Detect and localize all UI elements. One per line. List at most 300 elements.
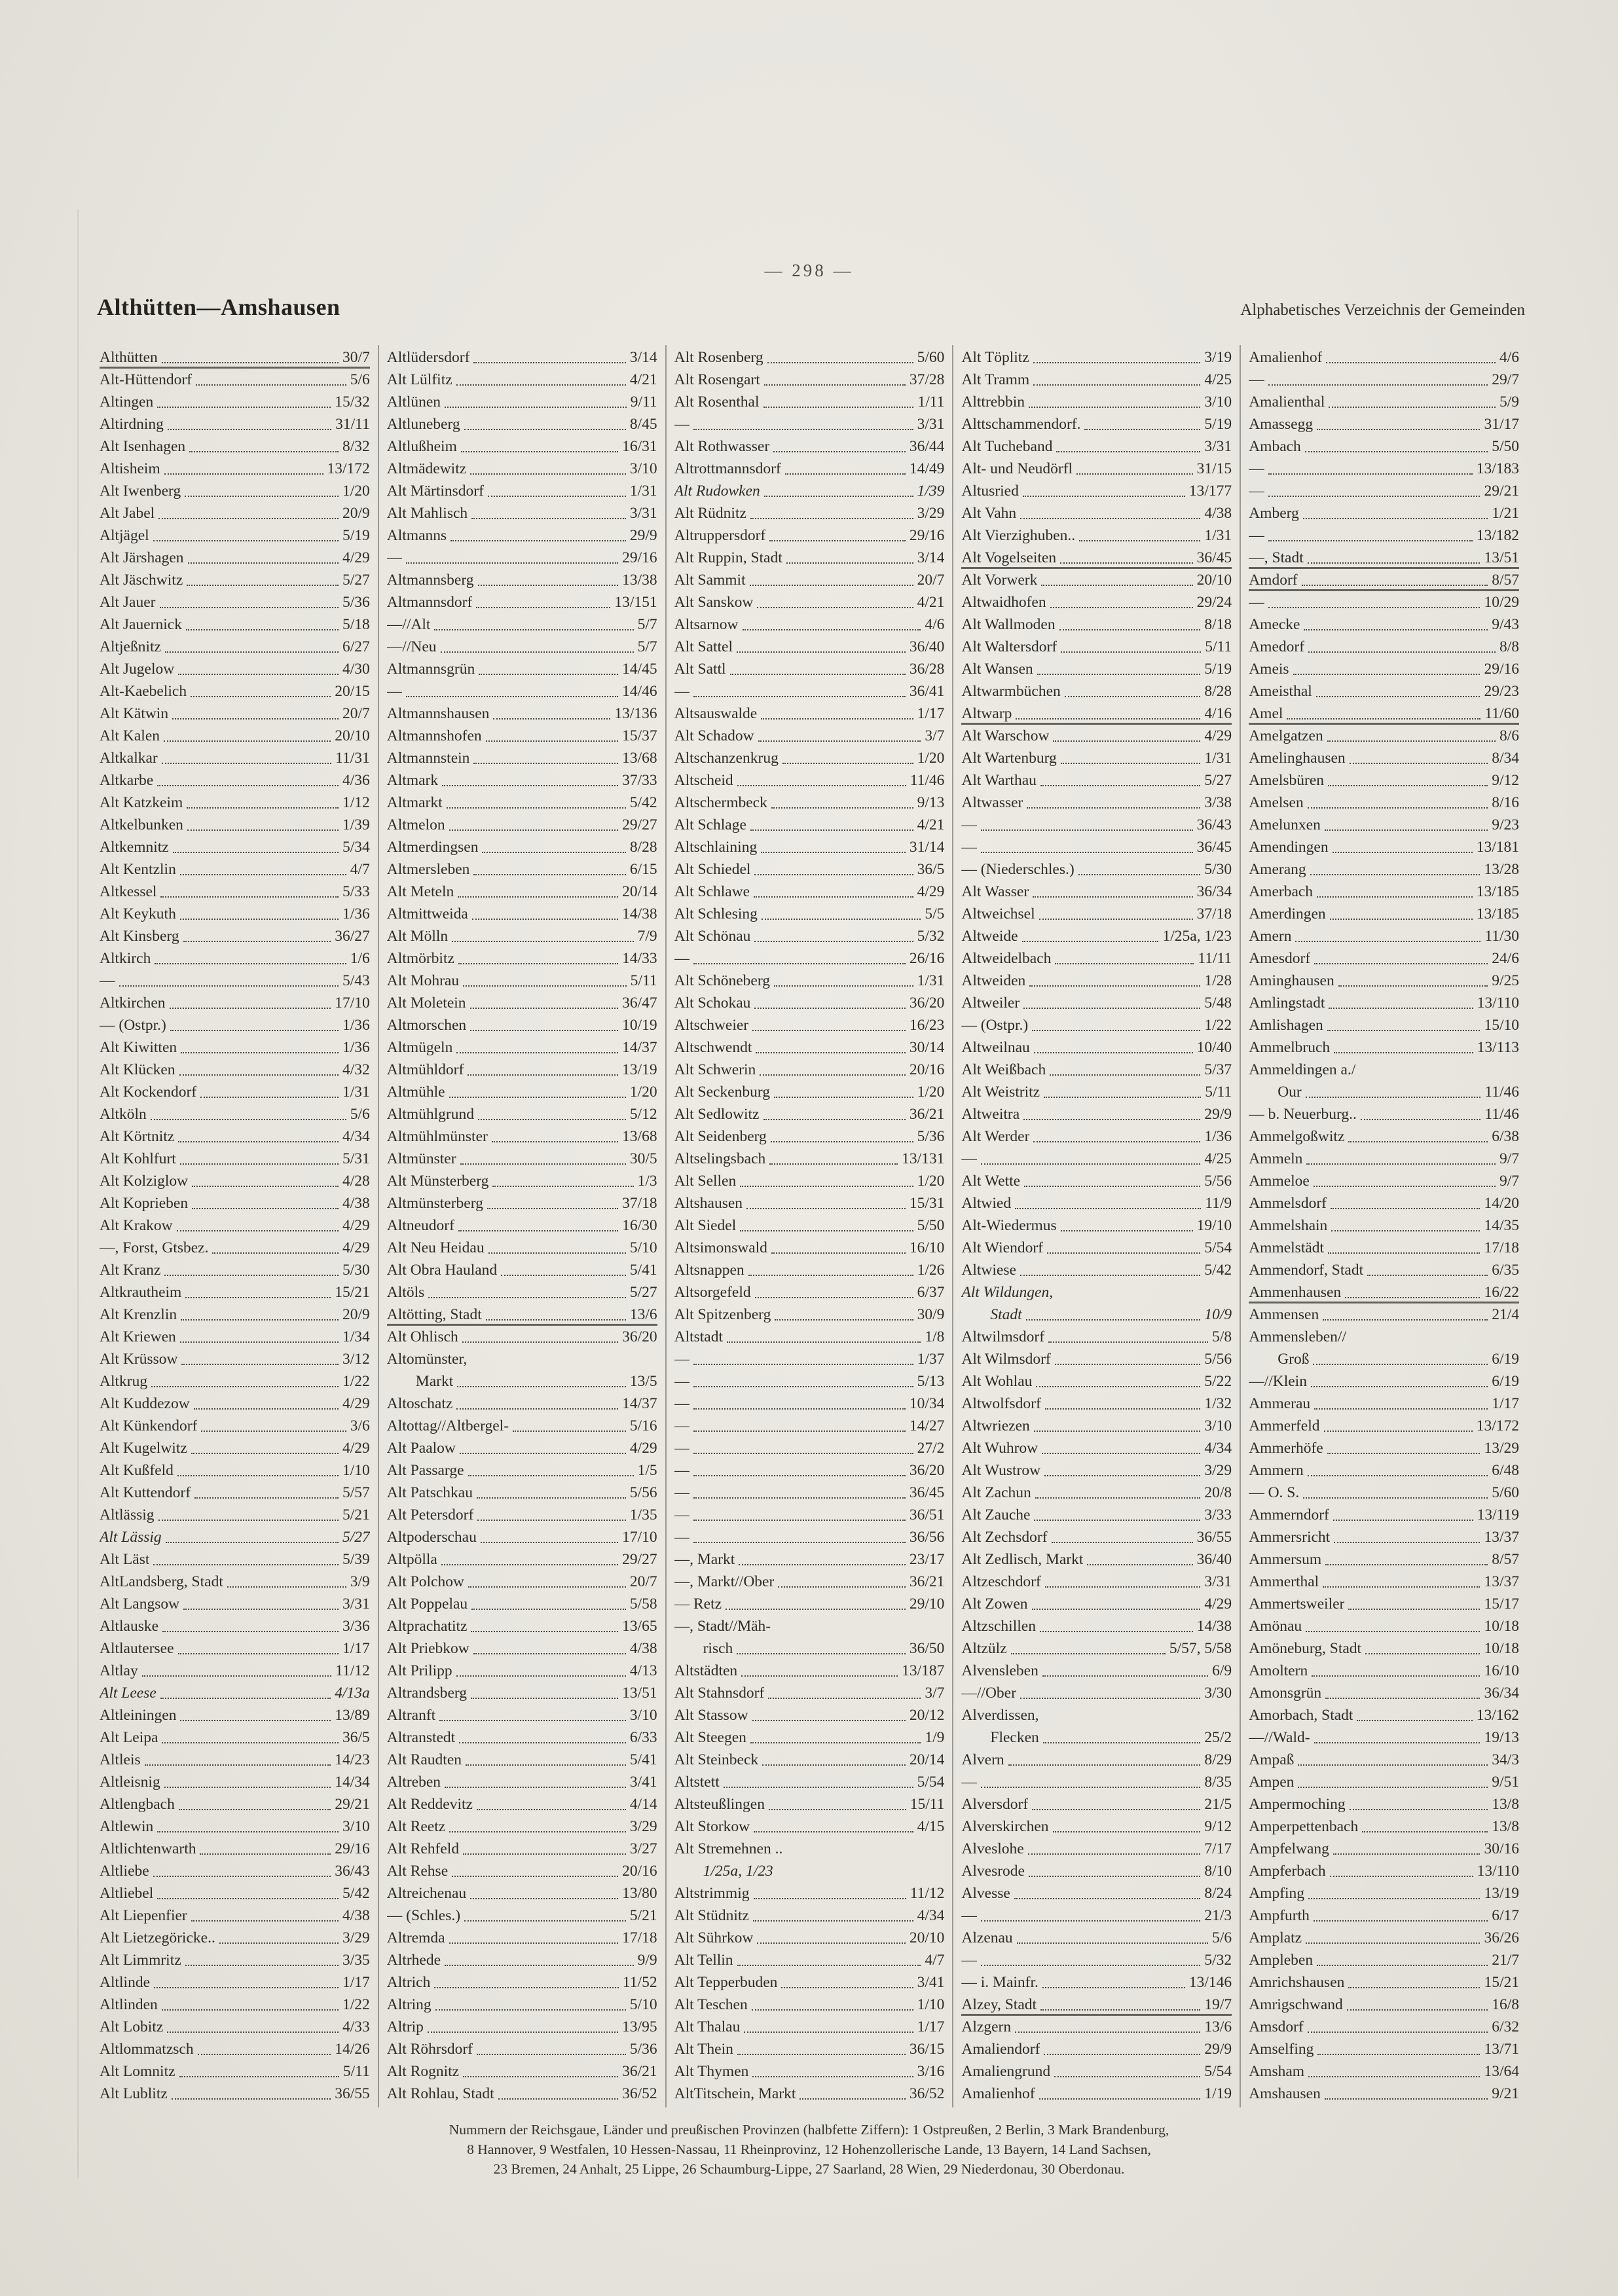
place-name: Alt Jabel (100, 505, 155, 522)
index-entry (961, 1815, 1232, 1838)
dot-leader (470, 1898, 618, 1899)
place-name: Alt Paalow (386, 1440, 456, 1457)
index-entry (961, 970, 1232, 992)
dot-leader (1306, 1942, 1480, 1944)
place-name: Amerdingen (1249, 905, 1326, 922)
place-name: — (961, 1774, 977, 1791)
index-entry (961, 1704, 1232, 1726)
dot-leader (1347, 2009, 1488, 2011)
index-entry (1249, 1838, 1519, 1860)
index-entry (1249, 1214, 1519, 1237)
page-reference: 20/7 (629, 1573, 657, 1590)
page-reference: 37/18 (622, 1195, 657, 1212)
index-entry (961, 881, 1232, 903)
dot-leader (185, 1965, 339, 1966)
dot-leader (1033, 384, 1200, 386)
dot-leader (173, 852, 339, 853)
page-reference: 16/8 (1492, 1996, 1519, 2013)
index-column-1 (92, 345, 378, 2107)
place-name: Alt Kußfeld (100, 1462, 174, 1479)
dot-leader (162, 763, 331, 764)
dot-leader (178, 1653, 339, 1654)
page-reference: 4/21 (917, 594, 945, 611)
index-entry (674, 1348, 945, 1370)
place-name: Alt Reetz (386, 1818, 446, 1835)
place-name: AltTitschein, Markt (674, 2085, 796, 2102)
page-reference: 20/10 (909, 1929, 945, 1946)
place-name: Alt Töplitz (961, 349, 1029, 366)
page-reference: 9/11 (630, 393, 657, 410)
index-entry (100, 613, 370, 636)
dot-leader (771, 1141, 913, 1142)
index-entry (387, 502, 657, 524)
index-entry (387, 1125, 657, 1148)
index-entry (961, 1125, 1232, 1148)
index-entry (1249, 2038, 1519, 2060)
page-reference: 11/12 (335, 1662, 370, 1679)
place-name: Altmühldorf (386, 1061, 464, 1078)
index-entry (100, 1103, 370, 1125)
index-entry (387, 1682, 657, 1704)
index-entry (961, 814, 1232, 836)
place-name: — (961, 816, 977, 833)
index-entry (387, 1059, 657, 1081)
page-reference: 20/15 (335, 683, 370, 700)
dot-leader (1054, 2076, 1200, 2077)
place-name: Ameis (1249, 661, 1289, 678)
index-entry (961, 480, 1232, 502)
place-name: Altlünen (386, 393, 441, 410)
place-name: Alt Reddevitz (386, 1796, 473, 1813)
place-name: risch (703, 1640, 733, 1657)
place-name: Ampferbach (1249, 1863, 1326, 1880)
index-entry (674, 769, 945, 792)
place-name: Altwolfsdorf (961, 1395, 1041, 1412)
index-entry (100, 547, 370, 569)
place-name: Alt Lietzegöricke.. (100, 1929, 215, 1946)
place-name: Altrich (386, 1974, 431, 1991)
page-reference: 30/16 (1484, 1840, 1519, 1857)
dot-leader (477, 1809, 626, 1810)
dot-leader (227, 1586, 346, 1588)
page-reference: 26/16 (909, 950, 945, 967)
page-reference: 36/40 (1196, 1551, 1232, 1568)
dot-leader (445, 407, 627, 408)
dot-leader (488, 1252, 626, 1254)
place-name: Altschweier (674, 1017, 749, 1034)
index-entry (1249, 547, 1519, 569)
dot-leader (724, 1787, 913, 1788)
page-reference: 4/29 (1204, 727, 1232, 744)
place-name: Alt Schadow (674, 727, 754, 744)
index-entry (961, 1103, 1232, 1125)
page-reference: 4/29 (1204, 1595, 1232, 1613)
place-name: Alt Teschen (674, 1996, 748, 2013)
place-name: Alt Sellen (674, 1173, 737, 1190)
place-name: Ampleben (1249, 1952, 1314, 1969)
index-entry (387, 747, 657, 769)
page-reference: 5/6 (1212, 1929, 1232, 1946)
page-reference: 1/28 (1204, 972, 1232, 989)
place-name: Alzenau (961, 1929, 1013, 1946)
place-name: Ammerfeld (1249, 1417, 1320, 1434)
dot-leader (478, 1119, 626, 1120)
page-reference: 13/29 (1484, 1440, 1519, 1457)
dot-leader (1023, 1008, 1200, 1009)
page-reference: 9/51 (1492, 1774, 1519, 1791)
page-reference: 13/181 (1476, 839, 1519, 856)
index-entry (1249, 502, 1519, 524)
page-reference: 8/57 (1492, 1551, 1519, 1568)
dot-leader (1313, 1364, 1488, 1365)
page-reference: 36/47 (622, 994, 657, 1011)
dot-leader (1023, 1119, 1200, 1120)
page-reference: 20/7 (342, 705, 370, 722)
place-name: Ammensen (1249, 1306, 1319, 1323)
index-entry (387, 569, 657, 591)
dot-leader (471, 1609, 626, 1610)
dot-leader (479, 674, 618, 675)
place-name: Ammerndorf (1249, 1506, 1329, 1523)
index-entry (387, 1148, 657, 1170)
dot-leader (760, 1074, 906, 1076)
dot-leader (750, 518, 913, 519)
index-entry (1249, 702, 1519, 725)
page-reference: 14/46 (622, 683, 657, 700)
place-name: Altkessel (100, 883, 157, 900)
dot-leader (180, 919, 339, 920)
index-entry (674, 1949, 945, 1971)
page-reference: 14/27 (909, 1417, 945, 1434)
page-reference: 1/22 (342, 1373, 370, 1390)
page-reference: 30/5 (629, 1150, 657, 1167)
index-entry (961, 1838, 1232, 1860)
place-name: Alt Schokau (674, 994, 751, 1011)
index-entry (1249, 1660, 1519, 1682)
dot-leader (981, 852, 1193, 853)
dot-leader (1011, 1653, 1166, 1654)
dot-leader (456, 1052, 618, 1053)
index-entry (100, 658, 370, 680)
dot-leader (1020, 1275, 1200, 1276)
dot-leader (145, 1764, 331, 1766)
place-name: Alt Weißbach (961, 1061, 1046, 1078)
page-reference: 1/36 (342, 1017, 370, 1034)
place-name: Amperpettenbach (1249, 1818, 1359, 1835)
index-entry (100, 1014, 370, 1036)
page-reference: 4/32 (342, 1061, 370, 1078)
place-name: Alt Werder (961, 1128, 1030, 1145)
index-entry (674, 1704, 945, 1726)
dot-leader (428, 2032, 618, 2033)
index-entry (674, 658, 945, 680)
dot-leader (1029, 985, 1200, 987)
dot-leader (470, 1008, 619, 1009)
dot-leader (1361, 1119, 1480, 1120)
page-number: — 298 — (764, 261, 854, 280)
page-reference: 6/33 (629, 1729, 657, 1746)
dot-leader (1037, 674, 1201, 675)
footnote-line-3: 23 Bremen, 24 Anhalt, 25 Lippe, 26 Schaumburg-Lippe, 27 Saarland, 28 Wien, 29 Niederdonau, 30 Oberdonau. (493, 2161, 1125, 2177)
page-reference: 13/68 (622, 1128, 657, 1145)
place-name: —//Alt (386, 616, 431, 633)
page-reference: 9/9 (637, 1952, 657, 1969)
place-name: Altrip (386, 2018, 424, 2035)
index-entry (387, 1793, 657, 1815)
index-entry (1249, 1393, 1519, 1415)
place-name: — (674, 1484, 690, 1501)
place-name: Ammeloe (1249, 1173, 1310, 1190)
place-name: Alt Stahnsdorf (674, 1685, 765, 1702)
page-reference: 13/37 (1484, 1529, 1519, 1546)
index-entry (1249, 1014, 1519, 1036)
dot-leader (740, 1186, 913, 1187)
dot-leader (1330, 919, 1473, 920)
place-name: — (674, 1462, 690, 1479)
place-name: Altmersleben (386, 861, 470, 878)
page-header (97, 293, 1525, 321)
page-reference: 21/7 (1492, 1952, 1519, 1969)
dot-leader (1055, 1364, 1201, 1365)
page-reference: 5/8 (1212, 1328, 1232, 1345)
page-reference: 4/6 (925, 616, 945, 633)
page-reference: 6/15 (629, 861, 657, 878)
place-name: Altstrimmig (674, 1885, 750, 1902)
page-reference: 9/13 (917, 794, 945, 811)
index-entry (1249, 613, 1519, 636)
place-name: Ammersum (1249, 1551, 1322, 1568)
index-entry (1249, 1415, 1519, 1437)
page-reference: 20/14 (909, 1751, 945, 1768)
dot-leader (1042, 1453, 1200, 1454)
page-reference: 29/16 (1484, 661, 1519, 678)
place-name: Altmühlgrund (386, 1106, 474, 1123)
dot-leader (981, 829, 1193, 831)
place-name: Alvern (961, 1751, 1004, 1768)
page-reference: 5/9 (1499, 393, 1519, 410)
index-entry (100, 1660, 370, 1682)
index-entry (1249, 680, 1519, 702)
place-name: Altjägel (100, 527, 149, 544)
index-entry (100, 391, 370, 413)
dot-leader (1052, 1542, 1193, 1543)
page-reference: 15/21 (335, 1284, 370, 1301)
dot-leader (460, 1453, 626, 1454)
page-reference: 3/9 (350, 1573, 370, 1590)
dot-leader (452, 941, 633, 942)
index-entry (100, 702, 370, 725)
dot-leader (753, 1920, 913, 1922)
place-name: — (674, 1395, 690, 1412)
page-reference: 36/45 (909, 1484, 945, 1501)
dot-leader (737, 651, 906, 653)
index-entry (100, 1726, 370, 1749)
dot-leader (693, 963, 906, 964)
place-name: Altsteußlingen (674, 1796, 765, 1813)
index-entry (1249, 1882, 1519, 1904)
index-entry (1249, 725, 1519, 747)
page-reference: 14/35 (1484, 1217, 1519, 1234)
page-reference: 36/45 (1196, 839, 1232, 856)
dot-leader (1331, 1208, 1480, 1209)
index-entry (1249, 881, 1519, 903)
dot-leader (1334, 1542, 1480, 1543)
place-name: Ammelgoßwitz (1249, 1128, 1345, 1145)
dot-leader (1036, 1386, 1200, 1387)
dot-leader (1016, 718, 1200, 720)
page-reference: 3/7 (925, 727, 945, 744)
place-name: Altliebel (100, 1885, 154, 1902)
page-reference: 5/56 (629, 1484, 657, 1501)
place-name: Ampermoching (1249, 1796, 1346, 1813)
dot-leader (155, 963, 346, 964)
place-name: Altwriezen (961, 1417, 1030, 1434)
page-reference: 13/38 (622, 572, 657, 589)
index-entry (387, 391, 657, 413)
index-entry (100, 1682, 370, 1704)
place-name: Altmittweida (386, 905, 468, 922)
index-entry (1249, 992, 1519, 1014)
dot-leader (186, 629, 339, 630)
place-name: Amonsgrün (1249, 1685, 1322, 1702)
place-name: Alt Krüssow (100, 1351, 178, 1368)
place-name: Altweitra (961, 1106, 1020, 1123)
place-name: Alt Isenhagen (100, 438, 186, 455)
page-reference: 9/25 (1492, 972, 1519, 989)
place-name: Alt Obra Hauland (386, 1262, 498, 1279)
page-reference: 36/20 (622, 1328, 657, 1345)
index-entry (1249, 569, 1519, 591)
page-reference: 13/19 (622, 1061, 657, 1078)
page-reference: 5/11 (630, 972, 657, 989)
page-reference: 1/31 (629, 483, 657, 500)
index-entry (1249, 1749, 1519, 1771)
page-reference: 30/9 (917, 1306, 945, 1323)
dot-leader (1050, 1074, 1200, 1076)
index-entry (387, 1726, 657, 1749)
place-name: Altshausen (674, 1195, 743, 1212)
dot-leader (761, 718, 913, 720)
index-entry (1249, 369, 1519, 391)
dot-leader (1328, 785, 1488, 786)
dot-leader (1333, 1520, 1473, 1521)
index-entry (1249, 1148, 1519, 1170)
place-name: — (100, 972, 115, 989)
dot-leader (471, 518, 626, 519)
place-name: Altlichtenwarth (100, 1840, 196, 1857)
index-entry (1249, 1949, 1519, 1971)
index-entry (100, 1326, 370, 1348)
page-reference: 17/10 (622, 1529, 657, 1546)
index-entry (100, 1214, 370, 1237)
place-name: Alt Sammit (674, 572, 746, 589)
place-name: Alt Kohlfurt (100, 1150, 176, 1167)
page-reference: 4/29 (342, 1239, 370, 1256)
dot-leader (1327, 1453, 1480, 1454)
dot-leader (748, 1275, 913, 1276)
place-name: Altsarnow (674, 616, 739, 633)
index-entry (387, 1949, 657, 1971)
page-reference: 1/8 (925, 1328, 945, 1345)
place-name: Alt Storkow (674, 1818, 750, 1835)
page-reference: 5/60 (1492, 1484, 1519, 1501)
page-reference: 4/25 (1204, 1150, 1232, 1167)
page-reference: 31/15 (1196, 460, 1232, 477)
index-entry (961, 1682, 1232, 1704)
index-entry (961, 903, 1232, 925)
index-entry (1249, 1548, 1519, 1571)
place-name: Altmünster (386, 1150, 456, 1167)
page-reference: 4/38 (1204, 505, 1232, 522)
dot-leader (458, 896, 618, 898)
page-reference: 3/38 (1204, 794, 1232, 811)
dot-leader (1323, 1586, 1480, 1588)
dot-leader (750, 829, 913, 831)
index-entry (961, 1393, 1232, 1415)
place-name: Amplatz (1249, 1929, 1302, 1946)
place-name: Alt Tellin (674, 1952, 733, 1969)
place-name: Alt Kugelwitz (100, 1440, 187, 1457)
index-entry (674, 1882, 945, 1904)
place-name: Alt Kockendorf (100, 1084, 197, 1101)
dot-leader (177, 1475, 339, 1476)
place-name: Amoltern (1249, 1662, 1308, 1679)
place-name: Alt Liepenfier (100, 1907, 187, 1924)
dot-leader (1047, 1252, 1200, 1254)
place-name: Amalienthal (1249, 393, 1325, 410)
page-reference: 11/11 (1198, 950, 1232, 967)
page-reference: 11/30 (1484, 928, 1519, 945)
page-reference: 36/52 (622, 2085, 657, 2102)
index-entry (387, 1281, 657, 1303)
index-entry (100, 1548, 370, 1571)
place-name: Altsnappen (674, 1262, 745, 1279)
page-reference: 6/35 (1492, 1262, 1519, 1279)
page-reference: 3/6 (350, 1417, 370, 1434)
place-name: Alt Schönau (674, 928, 751, 945)
index-entry (674, 1726, 945, 1749)
dot-leader (1017, 1942, 1208, 1944)
index-entry (1249, 1994, 1519, 2016)
index-entry (100, 2083, 370, 2105)
place-name: Altprachatitz (386, 1618, 468, 1635)
index-entry (961, 2016, 1232, 2038)
index-entry (961, 1482, 1232, 1504)
place-name: Altrandsberg (386, 1685, 468, 1702)
place-name: Alt Rognitz (386, 2063, 460, 2080)
index-entry (387, 903, 657, 925)
place-name: Amedorf (1249, 638, 1305, 655)
place-name: Alt Wildungen, (961, 1284, 1054, 1301)
page-reference: 3/10 (1204, 1417, 1232, 1434)
place-name: Alt Steegen (674, 1729, 746, 1746)
dot-leader (1022, 941, 1159, 942)
place-name: Alt Spitzenberg (674, 1306, 771, 1323)
index-entry (1249, 1904, 1519, 1927)
dot-leader (1365, 1653, 1480, 1654)
page-reference: 5/39 (342, 1551, 370, 1568)
page-reference: 16/23 (909, 1017, 945, 1034)
page-reference: 5/34 (342, 839, 370, 856)
dot-leader (464, 1920, 626, 1922)
dot-leader (187, 585, 339, 586)
dot-leader (201, 1430, 346, 1432)
page-reference: 5/41 (629, 1751, 657, 1768)
index-entry (674, 1214, 945, 1237)
index-entry (100, 1482, 370, 1504)
dot-leader (757, 607, 913, 608)
place-name: Altirdning (100, 416, 164, 433)
